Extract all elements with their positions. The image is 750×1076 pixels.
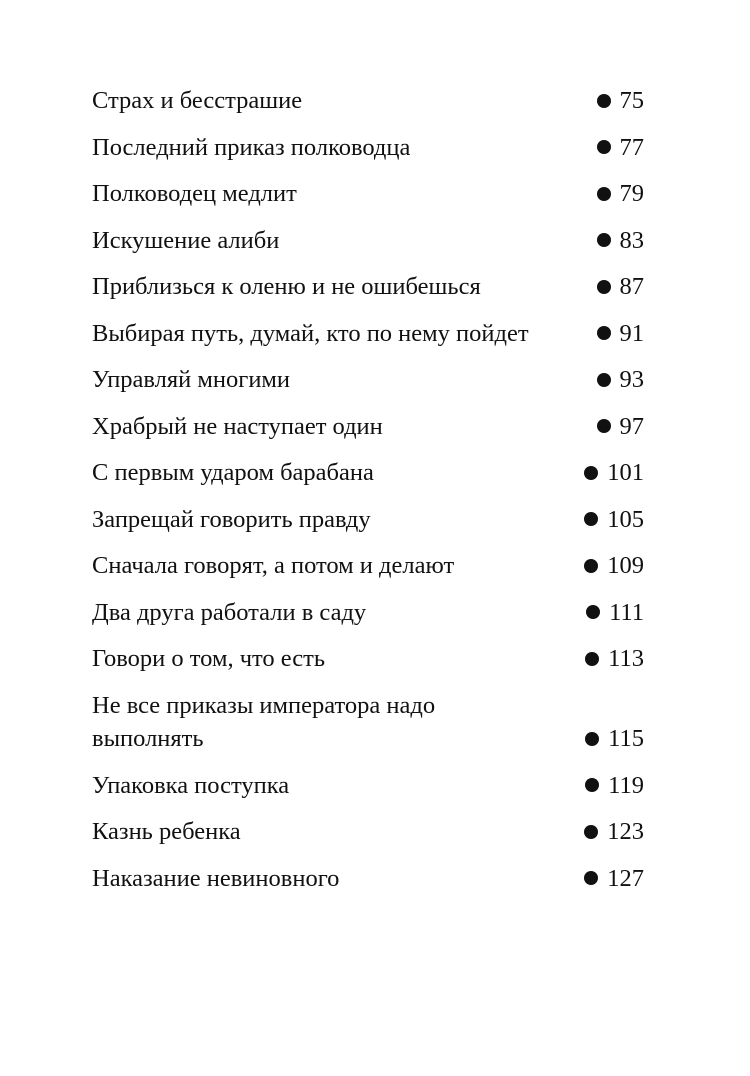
toc-page-number: 115 <box>608 725 644 752</box>
bullet-icon <box>597 280 611 294</box>
toc-page-number: 113 <box>608 645 644 672</box>
toc-entry-page <box>584 503 644 537</box>
toc-page-number: 111 <box>609 598 644 626</box>
bullet-icon <box>584 559 598 573</box>
toc-entry-page <box>584 456 644 490</box>
toc-entry-page <box>597 131 645 165</box>
toc-entry-title: Наказание невиновного <box>92 864 340 892</box>
toc-page-number: 77 <box>619 133 644 161</box>
bullet-icon <box>586 605 600 619</box>
toc-entry-title: Управляй многими <box>92 366 291 393</box>
bullet-icon <box>597 373 611 387</box>
toc-page-number: 87 <box>619 273 644 300</box>
toc-entry <box>92 549 644 583</box>
toc-entry-page <box>584 862 644 896</box>
toc-entry <box>92 689 644 756</box>
bullet-icon <box>584 825 598 839</box>
toc-entry-title: Упаковка поступка <box>92 771 290 799</box>
toc-page-number: 91 <box>619 319 644 347</box>
toc-entry-title: Казнь ребенка <box>92 818 241 845</box>
toc-entry-page <box>597 224 645 258</box>
toc-entry-title: Выбирая путь, думай, кто по нему пойдет <box>92 319 529 347</box>
toc-page-number: 75 <box>619 87 644 114</box>
bullet-icon <box>597 419 611 433</box>
toc-entry-title: Последний приказ полководца <box>92 133 411 161</box>
toc-page-number: 93 <box>619 366 644 393</box>
bullet-icon <box>597 187 611 201</box>
toc-entry-page <box>586 596 644 630</box>
toc-entry <box>92 642 644 676</box>
toc-entry-page <box>584 549 644 583</box>
toc-entry-page <box>597 270 645 304</box>
bullet-icon <box>584 512 598 526</box>
toc-page-number: 79 <box>619 180 644 207</box>
toc-entry-title: Два друга работали в саду <box>92 598 367 626</box>
toc-entry-title: Искушение алиби <box>92 226 280 254</box>
bullet-icon <box>597 233 611 247</box>
toc-entry <box>92 456 644 490</box>
toc-entry-title: Не все приказы императора надо выполнять <box>92 691 436 752</box>
toc-entry-page <box>597 410 645 444</box>
toc-page-number: 105 <box>607 505 644 533</box>
toc-entry-title: Запрещай говорить правду <box>92 505 371 533</box>
toc-entry <box>92 177 644 211</box>
toc-entry-page <box>585 769 644 803</box>
toc-entry <box>92 363 644 397</box>
bullet-icon <box>597 326 611 340</box>
bullet-icon <box>585 652 599 666</box>
toc-entry <box>92 224 644 258</box>
toc-entry-title: Храбрый не наступает один <box>92 412 383 440</box>
toc-entry-title: Говори о том, что есть <box>92 645 326 672</box>
toc-entry <box>92 815 644 849</box>
toc-entry-title: Сначала говорят, а потом и делают <box>92 552 455 579</box>
toc-page-number: 119 <box>608 771 644 799</box>
toc-entry <box>92 769 644 803</box>
toc-entry-title: Полководец медлит <box>92 180 297 207</box>
toc-page-number: 101 <box>607 459 644 486</box>
toc-entry-title: Приблизься к оленю и не ошибешься <box>92 273 481 300</box>
toc-entry-page <box>584 815 644 849</box>
toc-page-number: 127 <box>607 864 644 892</box>
toc-entry <box>92 503 644 537</box>
toc-page-number: 109 <box>607 552 644 579</box>
toc-entry <box>92 862 644 896</box>
toc-page-number: 97 <box>619 412 644 440</box>
toc-entry <box>92 270 644 304</box>
toc-entry-title: С первым ударом барабана <box>92 459 374 486</box>
bullet-icon <box>585 778 599 792</box>
toc-page-number: 83 <box>619 226 644 254</box>
bullet-icon <box>597 140 611 154</box>
toc-entry-page <box>597 363 645 397</box>
toc-entry-title: Страх и бесстрашие <box>92 87 303 114</box>
bullet-icon <box>597 94 611 108</box>
toc-entry-page <box>597 317 645 351</box>
toc-entry <box>92 410 644 444</box>
toc-entry-page <box>597 177 645 211</box>
table-of-contents <box>92 84 644 908</box>
bullet-icon <box>585 732 599 746</box>
toc-entry <box>92 84 644 118</box>
toc-entry <box>92 317 644 351</box>
toc-page-number: 123 <box>607 818 644 845</box>
toc-entry-page <box>585 642 644 676</box>
toc-entry <box>92 131 644 165</box>
bullet-icon <box>584 466 598 480</box>
toc-entry <box>92 596 644 630</box>
bullet-icon <box>584 871 598 885</box>
toc-entry-page <box>597 84 645 118</box>
toc-entry-page <box>585 722 644 756</box>
